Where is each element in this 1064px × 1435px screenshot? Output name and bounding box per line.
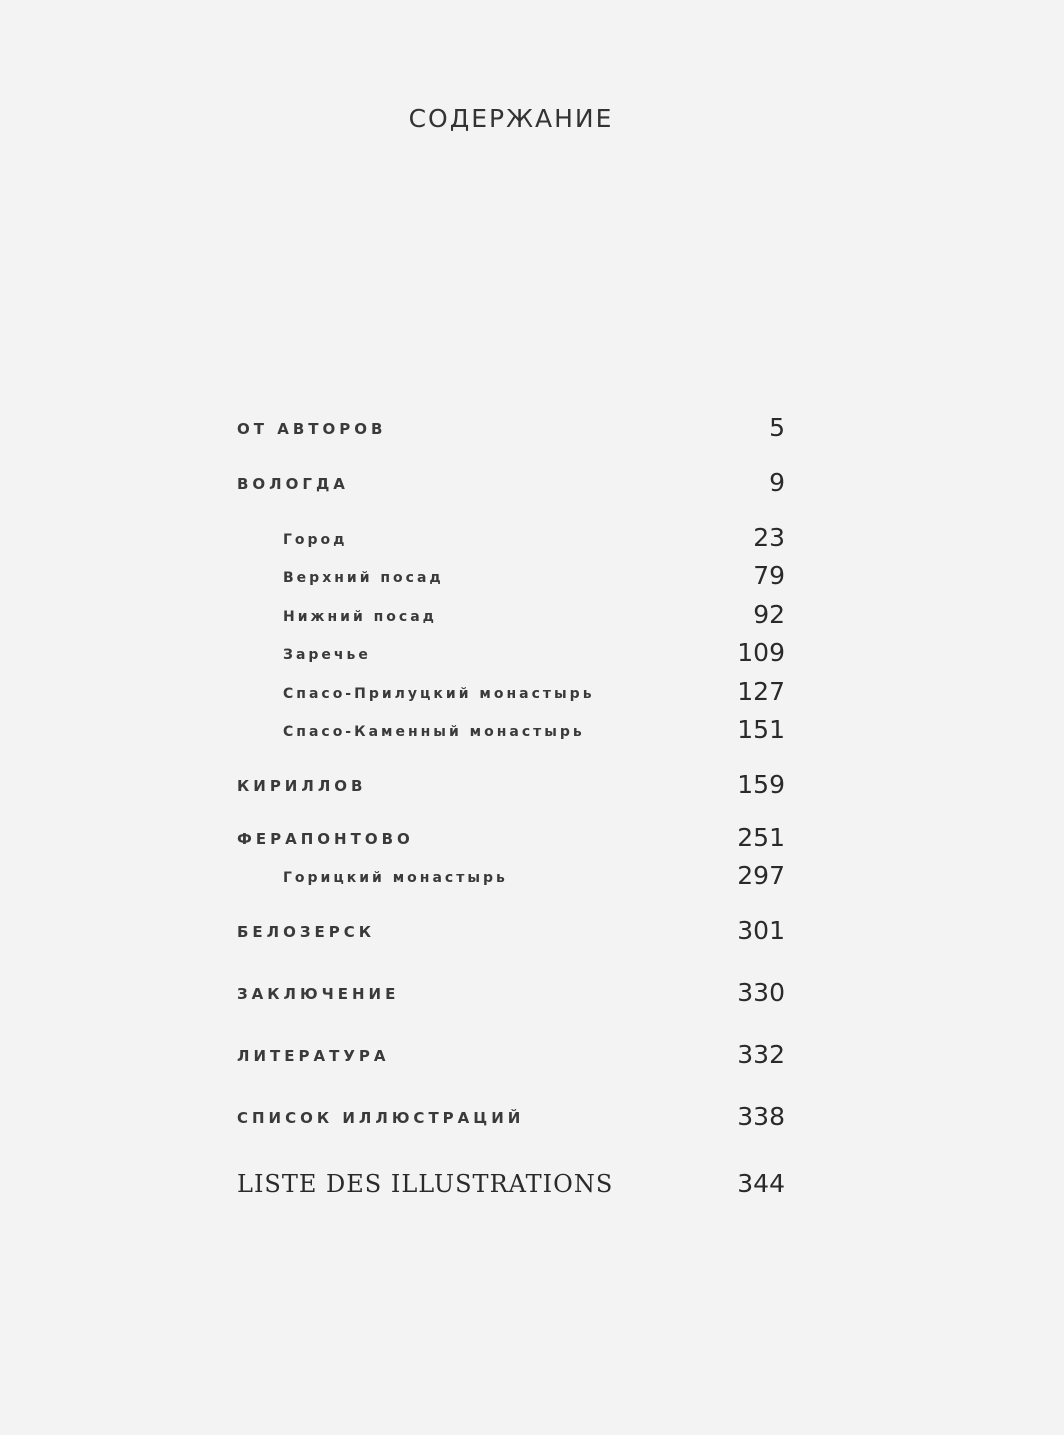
toc-entry-label: Спасо-Прилуцкий монастырь xyxy=(283,686,595,702)
toc-entry-kirillov xyxy=(237,767,785,799)
toc-entry-page-number: 301 xyxy=(737,916,785,945)
toc-entry-label: ВОЛОГДА xyxy=(237,475,349,493)
toc-entry-page-number: 127 xyxy=(737,677,785,706)
toc-entry-page-number: 330 xyxy=(737,978,785,1007)
toc-entry-page-number: 338 xyxy=(737,1102,785,1131)
toc-subentry-zarechye xyxy=(237,635,785,667)
toc-subentry-gorod xyxy=(237,520,785,552)
toc-entry-vologda xyxy=(237,465,785,497)
toc-entry-ferapontovo xyxy=(237,820,785,852)
toc-entry-label: Горицкий монастырь xyxy=(283,870,508,886)
toc-entry-label: Спасо-Каменный монастырь xyxy=(283,724,585,740)
toc-entry-label: Город xyxy=(283,532,348,548)
toc-entry-label: БЕЛОЗЕРСК xyxy=(237,923,376,941)
toc-entry-label: Верхний посад xyxy=(283,570,444,586)
toc-entry-label: КИРИЛЛОВ xyxy=(237,777,367,795)
toc-entry-label: LISTE DES ILLUSTRATIONS xyxy=(237,1170,614,1198)
toc-entry-conclusion xyxy=(237,975,785,1007)
toc-entry-from-authors xyxy=(237,410,785,442)
toc-entry-list-of-illustrations xyxy=(237,1099,785,1131)
toc-entry-liste-des-illustrations xyxy=(237,1166,785,1198)
toc-entry-label: ФЕРАПОНТОВО xyxy=(237,830,414,848)
toc-entry-page-number: 332 xyxy=(737,1040,785,1069)
toc-entry-page-number: 109 xyxy=(737,638,785,667)
toc-subentry-spaso-kamenny xyxy=(237,712,785,744)
toc-entry-page-number: 92 xyxy=(753,600,785,629)
toc-entry-literature xyxy=(237,1037,785,1069)
toc-entry-label: Заречье xyxy=(283,647,371,663)
toc-entry-label: Нижний посад xyxy=(283,609,437,625)
toc-entry-page-number: 79 xyxy=(753,561,785,590)
toc-entry-page-number: 151 xyxy=(737,715,785,744)
toc-entry-label: СПИСОК ИЛЛЮСТРАЦИЙ xyxy=(237,1109,525,1127)
toc-subentry-spaso-prilutsky xyxy=(237,674,785,706)
toc-entry-page-number: 9 xyxy=(769,468,785,497)
toc-entry-page-number: 23 xyxy=(753,523,785,552)
toc-entry-label: ОТ АВТОРОВ xyxy=(237,420,387,438)
toc-entry-page-number: 251 xyxy=(737,823,785,852)
toc-entry-page-number: 5 xyxy=(769,413,785,442)
toc-subentry-upper-posad xyxy=(237,558,785,590)
toc-subentry-goritsky xyxy=(237,858,785,890)
toc-entry-label: ЛИТЕРАТУРА xyxy=(237,1047,390,1065)
toc-entry-page-number: 344 xyxy=(737,1169,785,1198)
toc-entry-label: ЗАКЛЮЧЕНИЕ xyxy=(237,985,400,1003)
page-title: СОДЕРЖАНИЕ xyxy=(408,104,614,133)
toc-entry-page-number: 159 xyxy=(737,770,785,799)
toc-subentry-lower-posad xyxy=(237,597,785,629)
toc-entry-page-number: 297 xyxy=(737,861,785,890)
toc-entry-belozersk xyxy=(237,913,785,945)
